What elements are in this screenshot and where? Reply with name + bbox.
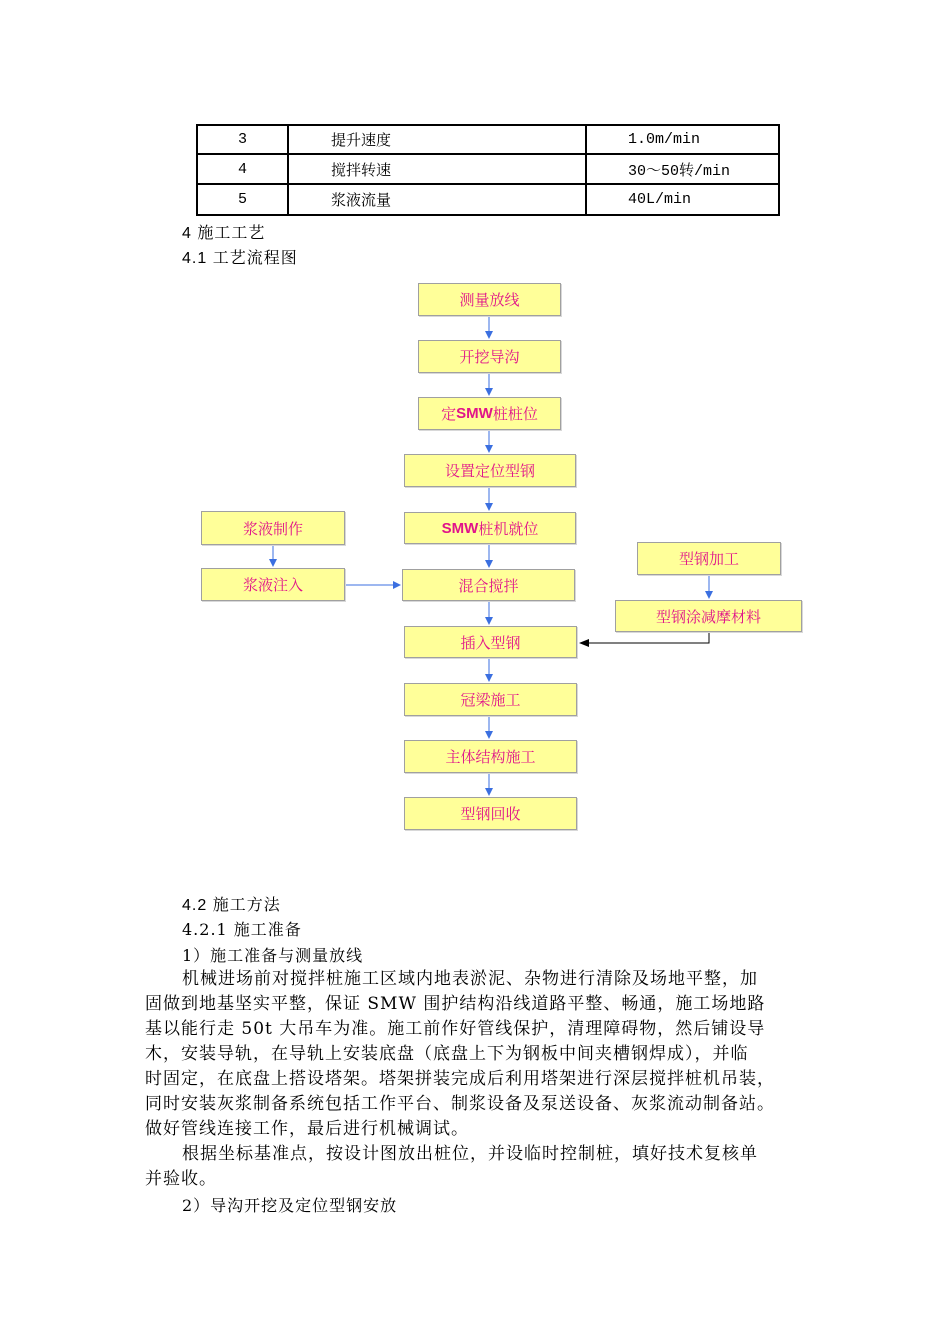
row-number: 3 — [197, 125, 288, 154]
flow-step-steel-coating: 型钢涂减摩材料 — [615, 600, 802, 632]
row-item: 搅拌转速 — [288, 154, 586, 184]
paragraph-line: 并验收。 — [145, 1169, 217, 1189]
flow-step-survey: 测量放线 — [418, 283, 561, 316]
row-value: 30～50转/min — [586, 154, 779, 184]
paragraph-line: 固做到地基坚实平整，保证 SMW 围护结构沿线道路平整、畅通，施工场地路 — [145, 994, 766, 1014]
row-item: 提升速度 — [288, 125, 586, 154]
paragraph-survey — [145, 1142, 758, 1192]
flow-step-recover-steel: 型钢回收 — [404, 797, 577, 830]
subsection-2: 2）导沟开挖及定位型钢安放 — [182, 1196, 398, 1215]
section-heading-4-2: 4.2 施工方法 — [182, 897, 281, 914]
flow-step-steel-processing: 型钢加工 — [637, 542, 781, 575]
section-heading-4-1: 4.1 工艺流程图 — [182, 250, 298, 267]
flow-step-rig-position: SMW 桩机就位 — [404, 512, 576, 544]
flow-step-main-structure: 主体结构施工 — [404, 740, 577, 773]
paragraph-preparation — [145, 967, 775, 1142]
subsection-1: 1）施工准备与测量放线 — [182, 946, 364, 965]
row-number: 5 — [197, 184, 288, 215]
flow-arrow-coating-to-insert — [580, 632, 709, 643]
paragraph-line: 做好管线连接工作，最后进行机械调试。 — [145, 1119, 469, 1139]
paragraph-line: 木，安装导轨，在导轨上安装底盘（底盘上下为钢板中间夹槽钢焊成），并临 — [145, 1044, 749, 1064]
row-value: 40L/min — [586, 184, 779, 215]
flow-step-insert-steel: 插入型钢 — [404, 626, 577, 658]
flow-step-mixing: 混合搅拌 — [402, 569, 575, 601]
flow-step-grout-making: 浆液制作 — [201, 511, 345, 545]
row-item: 浆液流量 — [288, 184, 586, 215]
section-heading-4: 4 施工工艺 — [182, 225, 266, 242]
paragraph-line: 机械进场前对搅拌桩施工区域内地表淤泥、杂物进行清除及场地平整，加 — [182, 969, 758, 989]
flow-step-pile-position: 定 SMW 桩桩位 — [418, 397, 561, 430]
row-value: 1.0m/min — [586, 125, 779, 154]
paragraph-line: 根据坐标基准点，按设计图放出桩位，并设临时控制桩，填好技术复核单 — [182, 1144, 758, 1164]
flow-step-crown-beam: 冠梁施工 — [404, 683, 577, 716]
paragraph-line: 基以能行走 50t 大吊车为准。施工前作好管线保护，清理障碍物，然后铺设导 — [145, 1019, 766, 1039]
flow-step-positioning-steel: 设置定位型钢 — [404, 454, 576, 487]
paragraph-line: 同时安装灰浆制备系统包括工作平台、制浆设备及泵送设备、灰浆流动制备站。 — [145, 1094, 775, 1114]
paragraph-line: 时固定，在底盘上搭设塔架。塔架拼装完成后利用塔架进行深层搅拌桩机吊装， — [145, 1069, 775, 1089]
flow-step-grout-injection: 浆液注入 — [201, 568, 345, 601]
row-number: 4 — [197, 154, 288, 184]
section-heading-4-2-1: 4.2.1 施工准备 — [182, 920, 302, 939]
flow-step-trench: 开挖导沟 — [418, 340, 561, 373]
